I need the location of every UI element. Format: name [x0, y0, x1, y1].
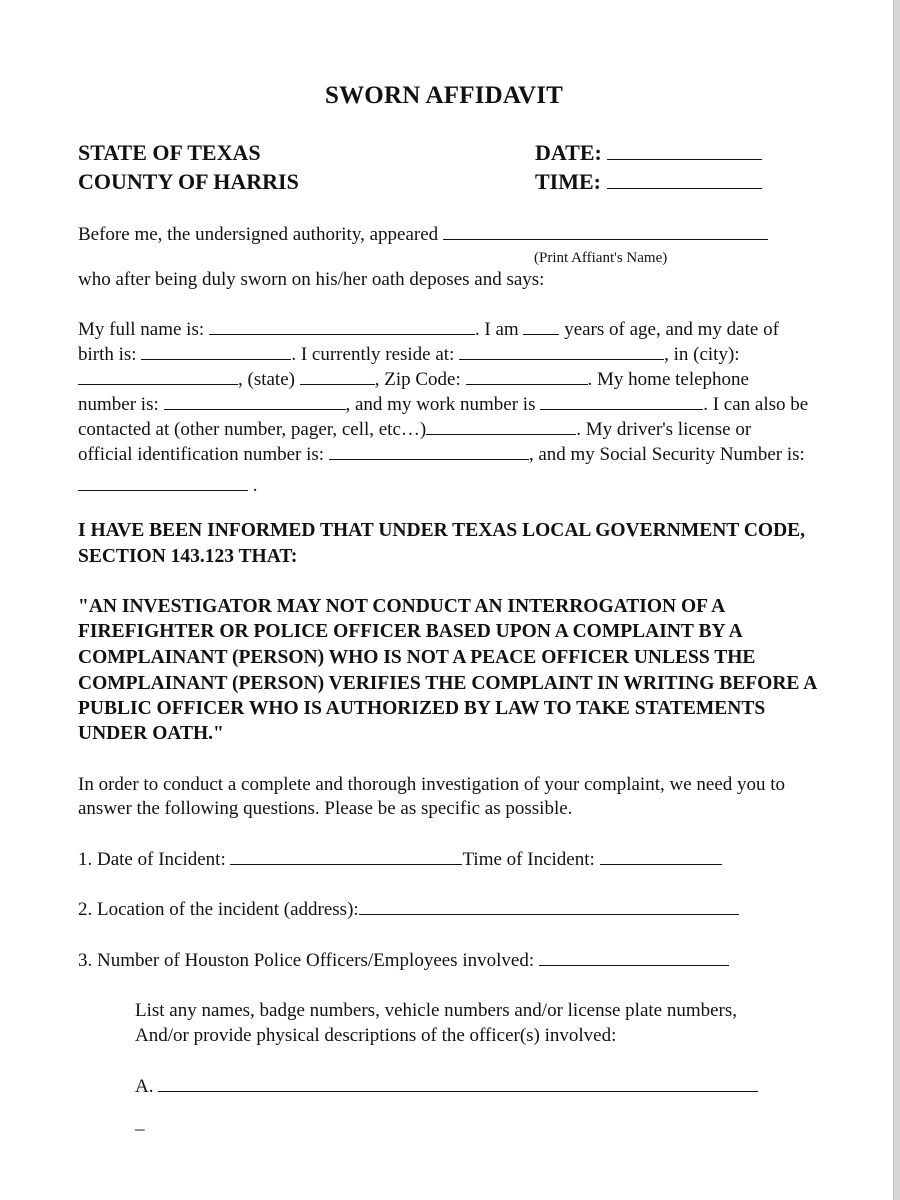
- age-field[interactable]: [523, 318, 559, 335]
- officers-count-field[interactable]: [539, 949, 729, 966]
- reside-label: . I currently reside at:: [291, 344, 455, 365]
- state-field-label: , (state): [238, 369, 295, 390]
- zip-label: , Zip Code:: [374, 369, 461, 390]
- quote-line-1: "AN INVESTIGATOR MAY NOT CONDUCT AN INTERROGATION OF A: [78, 596, 726, 617]
- list-instructions-2: And/or provide physical descriptions of the officer(s) involved:: [135, 1025, 617, 1046]
- other-number-field[interactable]: [426, 418, 576, 435]
- years-age-text: years of age, and my date of: [564, 319, 779, 340]
- full-name-field[interactable]: [209, 318, 475, 335]
- incident-time-field[interactable]: [600, 848, 722, 865]
- incident-time-label: Time of Incident:: [462, 849, 595, 870]
- license-label: . My driver's license or: [576, 419, 752, 440]
- date-field[interactable]: [607, 143, 762, 160]
- home-phone-field[interactable]: [164, 393, 346, 410]
- zip-field[interactable]: [466, 368, 588, 385]
- time-field[interactable]: [607, 172, 762, 189]
- state-field[interactable]: [300, 368, 375, 385]
- county-label: COUNTY OF HARRIS: [78, 169, 299, 194]
- informed-line-2: SECTION 143.123 THAT:: [78, 546, 298, 567]
- state-label: STATE OF TEXAS: [78, 140, 261, 165]
- instructions-line-1: In order to conduct a complete and thorough investigation of your complaint, we need you to: [78, 774, 786, 795]
- time-label: TIME:: [535, 169, 601, 194]
- document-title: SWORN AFFIDAVIT: [325, 82, 563, 109]
- home-phone-label: . My home telephone: [587, 369, 749, 390]
- work-number-field[interactable]: [540, 393, 703, 410]
- quote-line-2: FIREFIGHTER OR POLICE OFFICER BASED UPON A COMPLAINT BY A: [78, 621, 743, 642]
- birth-date-field[interactable]: [141, 343, 291, 360]
- officers-count-label: 3. Number of Houston Police Officers/Employees involved:: [78, 950, 535, 971]
- address-field[interactable]: [459, 343, 664, 360]
- incident-location-label: 2. Location of the incident (address):: [78, 899, 359, 920]
- item-a-field[interactable]: [158, 1075, 758, 1092]
- official-id-label: official identification number is:: [78, 444, 325, 465]
- full-name-label: My full name is:: [78, 319, 205, 340]
- page-edge: [893, 0, 900, 1200]
- quote-line-3: COMPLAINANT (PERSON) WHO IS NOT A PEACE OFFICER UNLESS THE: [78, 647, 756, 668]
- list-instructions-1: List any names, badge numbers, vehicle numbers and/or license plate numbers,: [135, 1000, 738, 1021]
- quote-line-5: PUBLIC OFFICER WHO IS AUTHORIZED BY LAW TO TAKE STATEMENTS: [78, 698, 766, 719]
- birth-label: birth is:: [78, 344, 137, 365]
- deposes-text: who after being duly sworn on his/her oath deposes and says:: [78, 269, 545, 290]
- period-text: .: [252, 475, 258, 496]
- city-field[interactable]: [78, 368, 238, 385]
- ssn-label: , and my Social Security Number is:: [528, 444, 805, 465]
- appeared-text: Before me, the undersigned authority, appeared: [78, 224, 439, 245]
- informed-line-1: I HAVE BEEN INFORMED THAT UNDER TEXAS LOCAL GOVERNMENT CODE,: [78, 520, 806, 541]
- date-label: DATE:: [535, 140, 602, 165]
- city-label: , in (city):: [664, 344, 740, 365]
- incident-date-field[interactable]: [230, 848, 462, 865]
- i-am-text: . I am: [474, 319, 519, 340]
- number-is-label: number is:: [78, 394, 159, 415]
- work-number-label: , and my work number is: [345, 394, 536, 415]
- license-number-field[interactable]: [329, 443, 529, 460]
- ssn-field[interactable]: [78, 474, 248, 491]
- instructions-line-2: answer the following questions. Please be as specific as possible.: [78, 798, 573, 819]
- also-be-text: . I can also be: [703, 394, 809, 415]
- quote-line-4: COMPLAINANT (PERSON) VERIFIES THE COMPLAINT IN WRITING BEFORE A: [78, 673, 818, 694]
- incident-location-field[interactable]: [359, 898, 739, 915]
- quote-line-6: UNDER OATH.": [78, 723, 224, 744]
- print-name-caption: (Print Affiant's Name): [534, 250, 668, 266]
- incident-date-label: 1. Date of Incident:: [78, 849, 226, 870]
- affiant-name-field[interactable]: [443, 223, 768, 240]
- item-a-label: A.: [135, 1076, 154, 1097]
- contacted-label: contacted at (other number, pager, cell, etc…): [78, 419, 427, 440]
- item-b-marker: _: [135, 1112, 145, 1133]
